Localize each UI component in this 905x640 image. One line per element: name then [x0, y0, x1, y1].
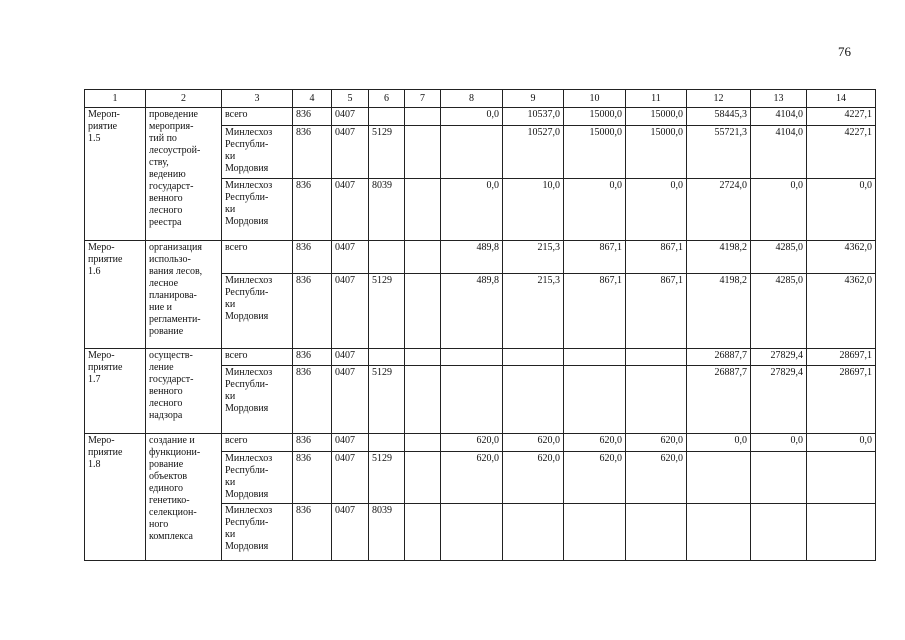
- column-header: 10: [564, 90, 626, 108]
- code-cell: 0407: [332, 126, 369, 179]
- value-cell: 15000,0: [564, 126, 626, 179]
- value-cell: 489,8: [441, 274, 503, 349]
- code-cell: [405, 126, 441, 179]
- value-cell: 867,1: [626, 274, 687, 349]
- value-cell: [751, 451, 807, 504]
- code-cell: [369, 240, 405, 273]
- value-cell: [503, 366, 564, 434]
- column-header: 3: [222, 90, 293, 108]
- code-cell: 0407: [332, 434, 369, 451]
- value-cell: [626, 504, 687, 561]
- code-cell: 836: [293, 274, 332, 349]
- value-cell: [441, 504, 503, 561]
- value-cell: 4362,0: [807, 274, 876, 349]
- column-header: 1: [85, 90, 146, 108]
- code-cell: 836: [293, 108, 332, 126]
- source-cell: Минлесхоз Республи- ки Мордовия: [222, 274, 293, 349]
- source-cell: Минлесхоз Республи- ки Мордовия: [222, 179, 293, 241]
- source-cell: всего: [222, 108, 293, 126]
- code-cell: [405, 349, 441, 366]
- description-cell: проведение мероприя- тий по лесоустрой- ству, ведению государст- венного лесного реестра: [146, 108, 222, 241]
- value-cell: 4198,2: [687, 274, 751, 349]
- code-cell: [405, 434, 441, 451]
- event-cell: Мероп- риятие 1.5: [85, 108, 146, 241]
- code-cell: 0407: [332, 366, 369, 434]
- column-header: 11: [626, 90, 687, 108]
- value-cell: 0,0: [751, 179, 807, 241]
- value-cell: 15000,0: [626, 108, 687, 126]
- column-header: 6: [369, 90, 405, 108]
- code-cell: 836: [293, 240, 332, 273]
- value-cell: 4104,0: [751, 126, 807, 179]
- source-cell: всего: [222, 240, 293, 273]
- column-header: 12: [687, 90, 751, 108]
- value-cell: 4362,0: [807, 240, 876, 273]
- table-row: [85, 108, 876, 126]
- value-cell: 620,0: [626, 434, 687, 451]
- code-cell: 836: [293, 504, 332, 561]
- column-header: 13: [751, 90, 807, 108]
- value-cell: 620,0: [441, 434, 503, 451]
- code-cell: [369, 108, 405, 126]
- value-cell: [564, 504, 626, 561]
- value-cell: 28697,1: [807, 366, 876, 434]
- code-cell: 5129: [369, 451, 405, 504]
- value-cell: 15000,0: [626, 126, 687, 179]
- code-cell: [369, 349, 405, 366]
- value-cell: [687, 451, 751, 504]
- source-cell: Минлесхоз Республи- ки Мордовия: [222, 126, 293, 179]
- value-cell: 215,3: [503, 240, 564, 273]
- value-cell: 620,0: [564, 434, 626, 451]
- code-cell: 836: [293, 349, 332, 366]
- budget-table: [84, 89, 876, 561]
- source-cell: Минлесхоз Республи- ки Мордовия: [222, 504, 293, 561]
- table-row: [85, 349, 876, 366]
- column-header: 8: [441, 90, 503, 108]
- code-cell: 5129: [369, 126, 405, 179]
- description-cell: создание и функциони- рование объектов единого генетико- селекцион- ного комплекса: [146, 434, 222, 561]
- value-cell: 4104,0: [751, 108, 807, 126]
- value-cell: [687, 504, 751, 561]
- value-cell: 58445,3: [687, 108, 751, 126]
- code-cell: [405, 451, 441, 504]
- value-cell: 620,0: [441, 451, 503, 504]
- value-cell: 620,0: [503, 434, 564, 451]
- value-cell: 10527,0: [503, 126, 564, 179]
- column-header: 9: [503, 90, 564, 108]
- source-cell: всего: [222, 434, 293, 451]
- code-cell: 836: [293, 179, 332, 241]
- code-cell: 836: [293, 366, 332, 434]
- value-cell: 0,0: [807, 179, 876, 241]
- value-cell: 620,0: [564, 451, 626, 504]
- code-cell: 5129: [369, 366, 405, 434]
- value-cell: 489,8: [441, 240, 503, 273]
- code-cell: 0407: [332, 504, 369, 561]
- column-header: 7: [405, 90, 441, 108]
- value-cell: 28697,1: [807, 349, 876, 366]
- table-row: [85, 240, 876, 273]
- code-cell: 5129: [369, 274, 405, 349]
- event-cell: Меро- приятие 1.8: [85, 434, 146, 561]
- value-cell: 2724,0: [687, 179, 751, 241]
- code-cell: 8039: [369, 504, 405, 561]
- code-cell: 0407: [332, 108, 369, 126]
- code-cell: 0407: [332, 349, 369, 366]
- value-cell: [441, 366, 503, 434]
- code-cell: [405, 240, 441, 273]
- code-cell: 0407: [332, 451, 369, 504]
- value-cell: [564, 349, 626, 366]
- value-cell: 4285,0: [751, 274, 807, 349]
- value-cell: 0,0: [687, 434, 751, 451]
- value-cell: 0,0: [807, 434, 876, 451]
- value-cell: [441, 349, 503, 366]
- value-cell: 4227,1: [807, 108, 876, 126]
- value-cell: [626, 349, 687, 366]
- column-header: 14: [807, 90, 876, 108]
- value-cell: 26887,7: [687, 366, 751, 434]
- value-cell: 0,0: [564, 179, 626, 241]
- value-cell: 4285,0: [751, 240, 807, 273]
- value-cell: 26887,7: [687, 349, 751, 366]
- value-cell: [751, 504, 807, 561]
- code-cell: [405, 504, 441, 561]
- value-cell: [807, 451, 876, 504]
- code-cell: [405, 274, 441, 349]
- value-cell: [503, 504, 564, 561]
- code-cell: 0407: [332, 240, 369, 273]
- value-cell: 620,0: [626, 451, 687, 504]
- value-cell: 15000,0: [564, 108, 626, 126]
- value-cell: 0,0: [751, 434, 807, 451]
- value-cell: [441, 126, 503, 179]
- column-header: 4: [293, 90, 332, 108]
- code-cell: 0407: [332, 274, 369, 349]
- description-cell: осуществ- ление государст- венного лесного надзора: [146, 349, 222, 434]
- value-cell: [564, 366, 626, 434]
- value-cell: 620,0: [503, 451, 564, 504]
- value-cell: 0,0: [441, 108, 503, 126]
- value-cell: 4198,2: [687, 240, 751, 273]
- value-cell: 27829,4: [751, 349, 807, 366]
- value-cell: 0,0: [626, 179, 687, 241]
- event-cell: Меро- приятие 1.7: [85, 349, 146, 434]
- column-header: 2: [146, 90, 222, 108]
- code-cell: [405, 366, 441, 434]
- header-row: [85, 90, 876, 108]
- code-cell: [405, 108, 441, 126]
- code-cell: 836: [293, 126, 332, 179]
- value-cell: 0,0: [441, 179, 503, 241]
- value-cell: 867,1: [564, 274, 626, 349]
- code-cell: 836: [293, 434, 332, 451]
- value-cell: 867,1: [564, 240, 626, 273]
- value-cell: 215,3: [503, 274, 564, 349]
- description-cell: организация использо- вания лесов, лесное планирова- ние и регламенти- рование: [146, 240, 222, 348]
- column-header: 5: [332, 90, 369, 108]
- code-cell: 8039: [369, 179, 405, 241]
- code-cell: 0407: [332, 179, 369, 241]
- source-cell: Минлесхоз Республи- ки Мордовия: [222, 451, 293, 504]
- source-cell: всего: [222, 349, 293, 366]
- source-cell: Минлесхоз Республи- ки Мордовия: [222, 366, 293, 434]
- value-cell: 10537,0: [503, 108, 564, 126]
- value-cell: 4227,1: [807, 126, 876, 179]
- value-cell: 27829,4: [751, 366, 807, 434]
- value-cell: [626, 366, 687, 434]
- value-cell: 55721,3: [687, 126, 751, 179]
- value-cell: [503, 349, 564, 366]
- code-cell: 836: [293, 451, 332, 504]
- code-cell: [369, 434, 405, 451]
- event-cell: Меро- приятие 1.6: [85, 240, 146, 348]
- value-cell: [807, 504, 876, 561]
- page-number: 76: [838, 44, 851, 59]
- value-cell: 867,1: [626, 240, 687, 273]
- code-cell: [405, 179, 441, 241]
- value-cell: 10,0: [503, 179, 564, 241]
- table-row: [85, 434, 876, 451]
